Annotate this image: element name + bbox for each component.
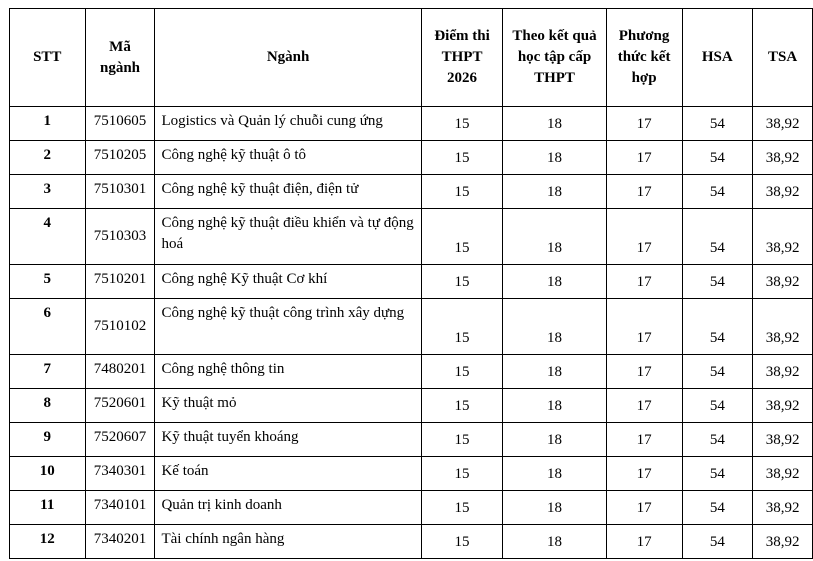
cell-nganh: Logistics và Quản lý chuỗi cung ứng	[155, 107, 421, 141]
table-row	[10, 525, 813, 559]
cell-ma-nganh: 7510303	[85, 209, 155, 265]
cell-tsa: 38,92	[753, 457, 813, 491]
cell-hoc-ba: 18	[503, 491, 606, 525]
cell-stt: 1	[10, 107, 86, 141]
header-nganh: Ngành	[155, 9, 421, 107]
cell-hoc-ba: 18	[503, 141, 606, 175]
cell-ma-nganh: 7510605	[85, 107, 155, 141]
cell-ket-hop: 17	[606, 209, 682, 265]
cell-hsa: 54	[682, 389, 753, 423]
cell-hoc-ba: 18	[503, 525, 606, 559]
cell-diem-thi-thpt: 15	[421, 209, 503, 265]
cell-diem-thi-thpt: 15	[421, 107, 503, 141]
table-row	[10, 457, 813, 491]
cell-hoc-ba: 18	[503, 355, 606, 389]
cell-ma-nganh: 7340301	[85, 457, 155, 491]
cell-stt: 8	[10, 389, 86, 423]
cell-nganh: Công nghệ Kỹ thuật Cơ khí	[155, 265, 421, 299]
cell-diem-thi-thpt: 15	[421, 265, 503, 299]
header-diem-thi-thpt: Điểm thi THPT 2026	[421, 9, 503, 107]
cell-tsa: 38,92	[753, 265, 813, 299]
cell-ket-hop: 17	[606, 299, 682, 355]
header-hoc-ba: Theo kết quả học tập cấp THPT	[503, 9, 606, 107]
cell-nganh: Kế toán	[155, 457, 421, 491]
cell-hoc-ba: 18	[503, 209, 606, 265]
cell-tsa: 38,92	[753, 491, 813, 525]
cell-hoc-ba: 18	[503, 107, 606, 141]
cell-stt: 5	[10, 265, 86, 299]
cell-diem-thi-thpt: 15	[421, 423, 503, 457]
cell-stt: 6	[10, 299, 86, 355]
header-hsa: HSA	[682, 9, 753, 107]
cell-nganh: Công nghệ kỹ thuật ô tô	[155, 141, 421, 175]
cell-hoc-ba: 18	[503, 299, 606, 355]
cell-ket-hop: 17	[606, 423, 682, 457]
cell-tsa: 38,92	[753, 525, 813, 559]
table-row	[10, 107, 813, 141]
cell-nganh: Tài chính ngân hàng	[155, 525, 421, 559]
table-row	[10, 355, 813, 389]
cell-tsa: 38,92	[753, 209, 813, 265]
header-ma-nganh: Mã ngành	[85, 9, 155, 107]
admission-scores-table	[9, 8, 813, 559]
cell-ket-hop: 17	[606, 175, 682, 209]
cell-diem-thi-thpt: 15	[421, 491, 503, 525]
cell-hoc-ba: 18	[503, 389, 606, 423]
cell-hsa: 54	[682, 423, 753, 457]
cell-ma-nganh: 7510201	[85, 265, 155, 299]
cell-hsa: 54	[682, 299, 753, 355]
cell-tsa: 38,92	[753, 355, 813, 389]
table-row	[10, 491, 813, 525]
cell-ma-nganh: 7520601	[85, 389, 155, 423]
cell-diem-thi-thpt: 15	[421, 175, 503, 209]
cell-nganh: Kỹ thuật mỏ	[155, 389, 421, 423]
cell-ket-hop: 17	[606, 389, 682, 423]
cell-tsa: 38,92	[753, 299, 813, 355]
cell-hoc-ba: 18	[503, 423, 606, 457]
cell-diem-thi-thpt: 15	[421, 299, 503, 355]
cell-hsa: 54	[682, 355, 753, 389]
cell-diem-thi-thpt: 15	[421, 389, 503, 423]
cell-ma-nganh: 7340101	[85, 491, 155, 525]
cell-stt: 4	[10, 209, 86, 265]
cell-ket-hop: 17	[606, 107, 682, 141]
cell-stt: 7	[10, 355, 86, 389]
cell-diem-thi-thpt: 15	[421, 355, 503, 389]
cell-stt: 12	[10, 525, 86, 559]
cell-tsa: 38,92	[753, 141, 813, 175]
cell-hsa: 54	[682, 209, 753, 265]
cell-ket-hop: 17	[606, 355, 682, 389]
cell-ma-nganh: 7510301	[85, 175, 155, 209]
cell-ket-hop: 17	[606, 525, 682, 559]
cell-ma-nganh: 7340201	[85, 525, 155, 559]
cell-ket-hop: 17	[606, 265, 682, 299]
cell-hoc-ba: 18	[503, 265, 606, 299]
cell-nganh: Quản trị kinh doanh	[155, 491, 421, 525]
cell-ket-hop: 17	[606, 457, 682, 491]
cell-ma-nganh: 7520607	[85, 423, 155, 457]
cell-hsa: 54	[682, 175, 753, 209]
cell-nganh: Công nghệ kỹ thuật điện, điện tử	[155, 175, 421, 209]
table-row	[10, 209, 813, 265]
table-row	[10, 265, 813, 299]
cell-tsa: 38,92	[753, 175, 813, 209]
cell-hsa: 54	[682, 457, 753, 491]
cell-diem-thi-thpt: 15	[421, 457, 503, 491]
header-ket-hop: Phương thức kết hợp	[606, 9, 682, 107]
cell-hsa: 54	[682, 265, 753, 299]
cell-hsa: 54	[682, 491, 753, 525]
table-row	[10, 389, 813, 423]
cell-ma-nganh: 7510205	[85, 141, 155, 175]
table-row	[10, 175, 813, 209]
cell-tsa: 38,92	[753, 423, 813, 457]
cell-hsa: 54	[682, 107, 753, 141]
cell-ket-hop: 17	[606, 491, 682, 525]
cell-nganh: Công nghệ kỹ thuật điều khiển và tự động hoá	[155, 209, 421, 265]
cell-stt: 3	[10, 175, 86, 209]
cell-stt: 11	[10, 491, 86, 525]
cell-ma-nganh: 7510102	[85, 299, 155, 355]
header-stt: STT	[10, 9, 86, 107]
cell-diem-thi-thpt: 15	[421, 525, 503, 559]
cell-nganh: Công nghệ kỹ thuật công trình xây dựng	[155, 299, 421, 355]
cell-stt: 9	[10, 423, 86, 457]
table-row	[10, 299, 813, 355]
table-row	[10, 423, 813, 457]
cell-ma-nganh: 7480201	[85, 355, 155, 389]
cell-hoc-ba: 18	[503, 175, 606, 209]
table-row	[10, 141, 813, 175]
cell-stt: 10	[10, 457, 86, 491]
cell-hsa: 54	[682, 141, 753, 175]
header-row	[10, 9, 813, 107]
cell-tsa: 38,92	[753, 389, 813, 423]
cell-nganh: Kỹ thuật tuyển khoáng	[155, 423, 421, 457]
cell-stt: 2	[10, 141, 86, 175]
cell-hsa: 54	[682, 525, 753, 559]
cell-nganh: Công nghệ thông tin	[155, 355, 421, 389]
cell-tsa: 38,92	[753, 107, 813, 141]
cell-ket-hop: 17	[606, 141, 682, 175]
cell-diem-thi-thpt: 15	[421, 141, 503, 175]
cell-hoc-ba: 18	[503, 457, 606, 491]
header-tsa: TSA	[753, 9, 813, 107]
